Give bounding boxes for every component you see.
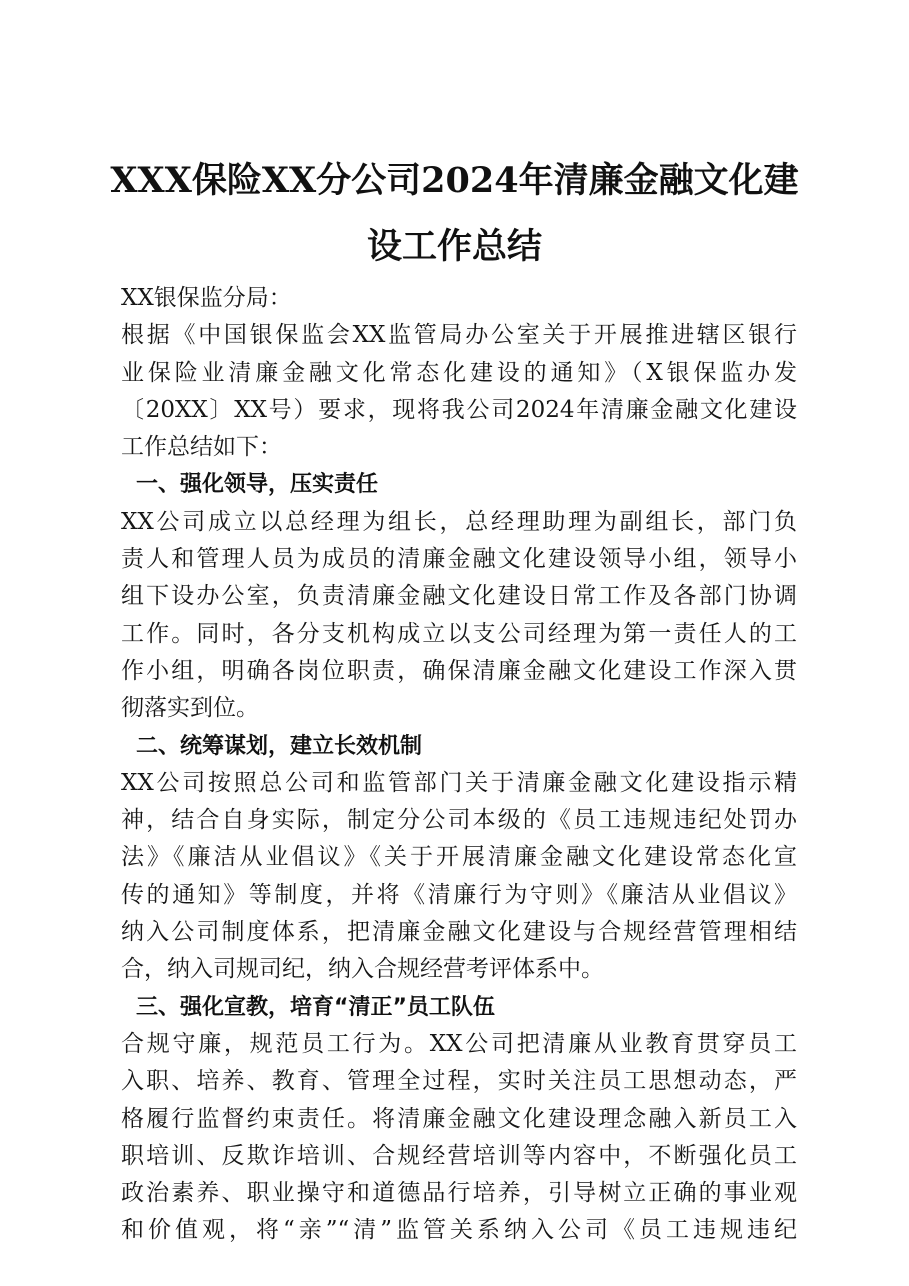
section-1-line: 组下设办公室，负责清廉金融文化建设日常工作及各部门协调: [121, 583, 797, 610]
section-1-line: XX公司成立以总经理为组长，总经理助理为副组长，部门负: [121, 508, 797, 535]
intro-line: 业保险业清廉金融文化常态化建设的通知》（X银保监办发: [121, 359, 797, 386]
section-2-line: 纳入公司制度体系，把清廉金融文化建设与合规经营管理相结: [121, 919, 797, 946]
section-3-line: 入职、培养、教育、管理全过程，实时关注员工思想动态，严: [121, 1068, 797, 1095]
section-2-line: XX公司按照总公司和监管部门关于清廉金融文化建设指示精: [121, 769, 797, 796]
document-title-line-2: 设工作总结: [366, 226, 542, 267]
section-1-line: 责人和管理人员为成员的清廉金融文化建设领导小组，领导小: [121, 546, 797, 573]
section-1-line: 彻落实到位。: [121, 695, 259, 722]
section-3-line: 合规守廉，规范员工行为。XX公司把清廉从业教育贯穿员工: [121, 1030, 797, 1057]
section-2-line: 合，纳入司规司纪，纳入合规经营考评体系中。: [121, 956, 604, 983]
section-2-line: 传的通知》等制度，并将《清廉行为守则》《廉洁从业倡议》: [121, 881, 797, 908]
document-title-line-1: XXX保险XX分公司2024年清廉金融文化建: [110, 160, 799, 201]
section-heading-3: 三、强化宣教，培育“清正”员工队伍: [136, 994, 495, 1020]
intro-line: 〔20XX〕XX号）要求，现将我公司2024年清廉金融文化建设: [121, 396, 797, 423]
section-heading-2: 二、统筹谋划，建立长效机制: [136, 733, 423, 759]
addressee: XX银保监分局：: [121, 285, 292, 311]
section-2-line: 神，结合自身实际，制定分公司本级的《员工违规违纪处罚办: [121, 807, 797, 834]
section-1-line: 作小组，明确各岗位职责，确保清廉金融文化建设工作深入贯: [121, 657, 797, 684]
intro-line: 工作总结如下：: [121, 434, 282, 461]
section-3-line: 政治素养、职业操守和道德品行培养，引导树立正确的事业观: [121, 1180, 797, 1207]
section-3-line: 职培训、反欺诈培训、合规经营培训等内容中，不断强化员工: [121, 1142, 797, 1169]
section-3-line: 和价值观，将“亲”“清”监管关系纳入公司《员工违规违纪: [121, 1217, 797, 1244]
document-body: [121, 280, 797, 1250]
section-heading-1: 一、强化领导，压实责任: [136, 472, 379, 498]
intro-line: 根据《中国银保监会XX监管局办公室关于开展推进辖区银行: [121, 322, 797, 349]
section-2-line: 法》《廉洁从业倡议》《关于开展清廉金融文化建设常态化宣: [121, 844, 797, 871]
section-1-line: 工作。同时，各分支机构成立以支公司经理为第一责任人的工: [121, 620, 797, 647]
section-3-line: 格履行监督约束责任。将清廉金融文化建设理念融入新员工入: [121, 1105, 797, 1132]
